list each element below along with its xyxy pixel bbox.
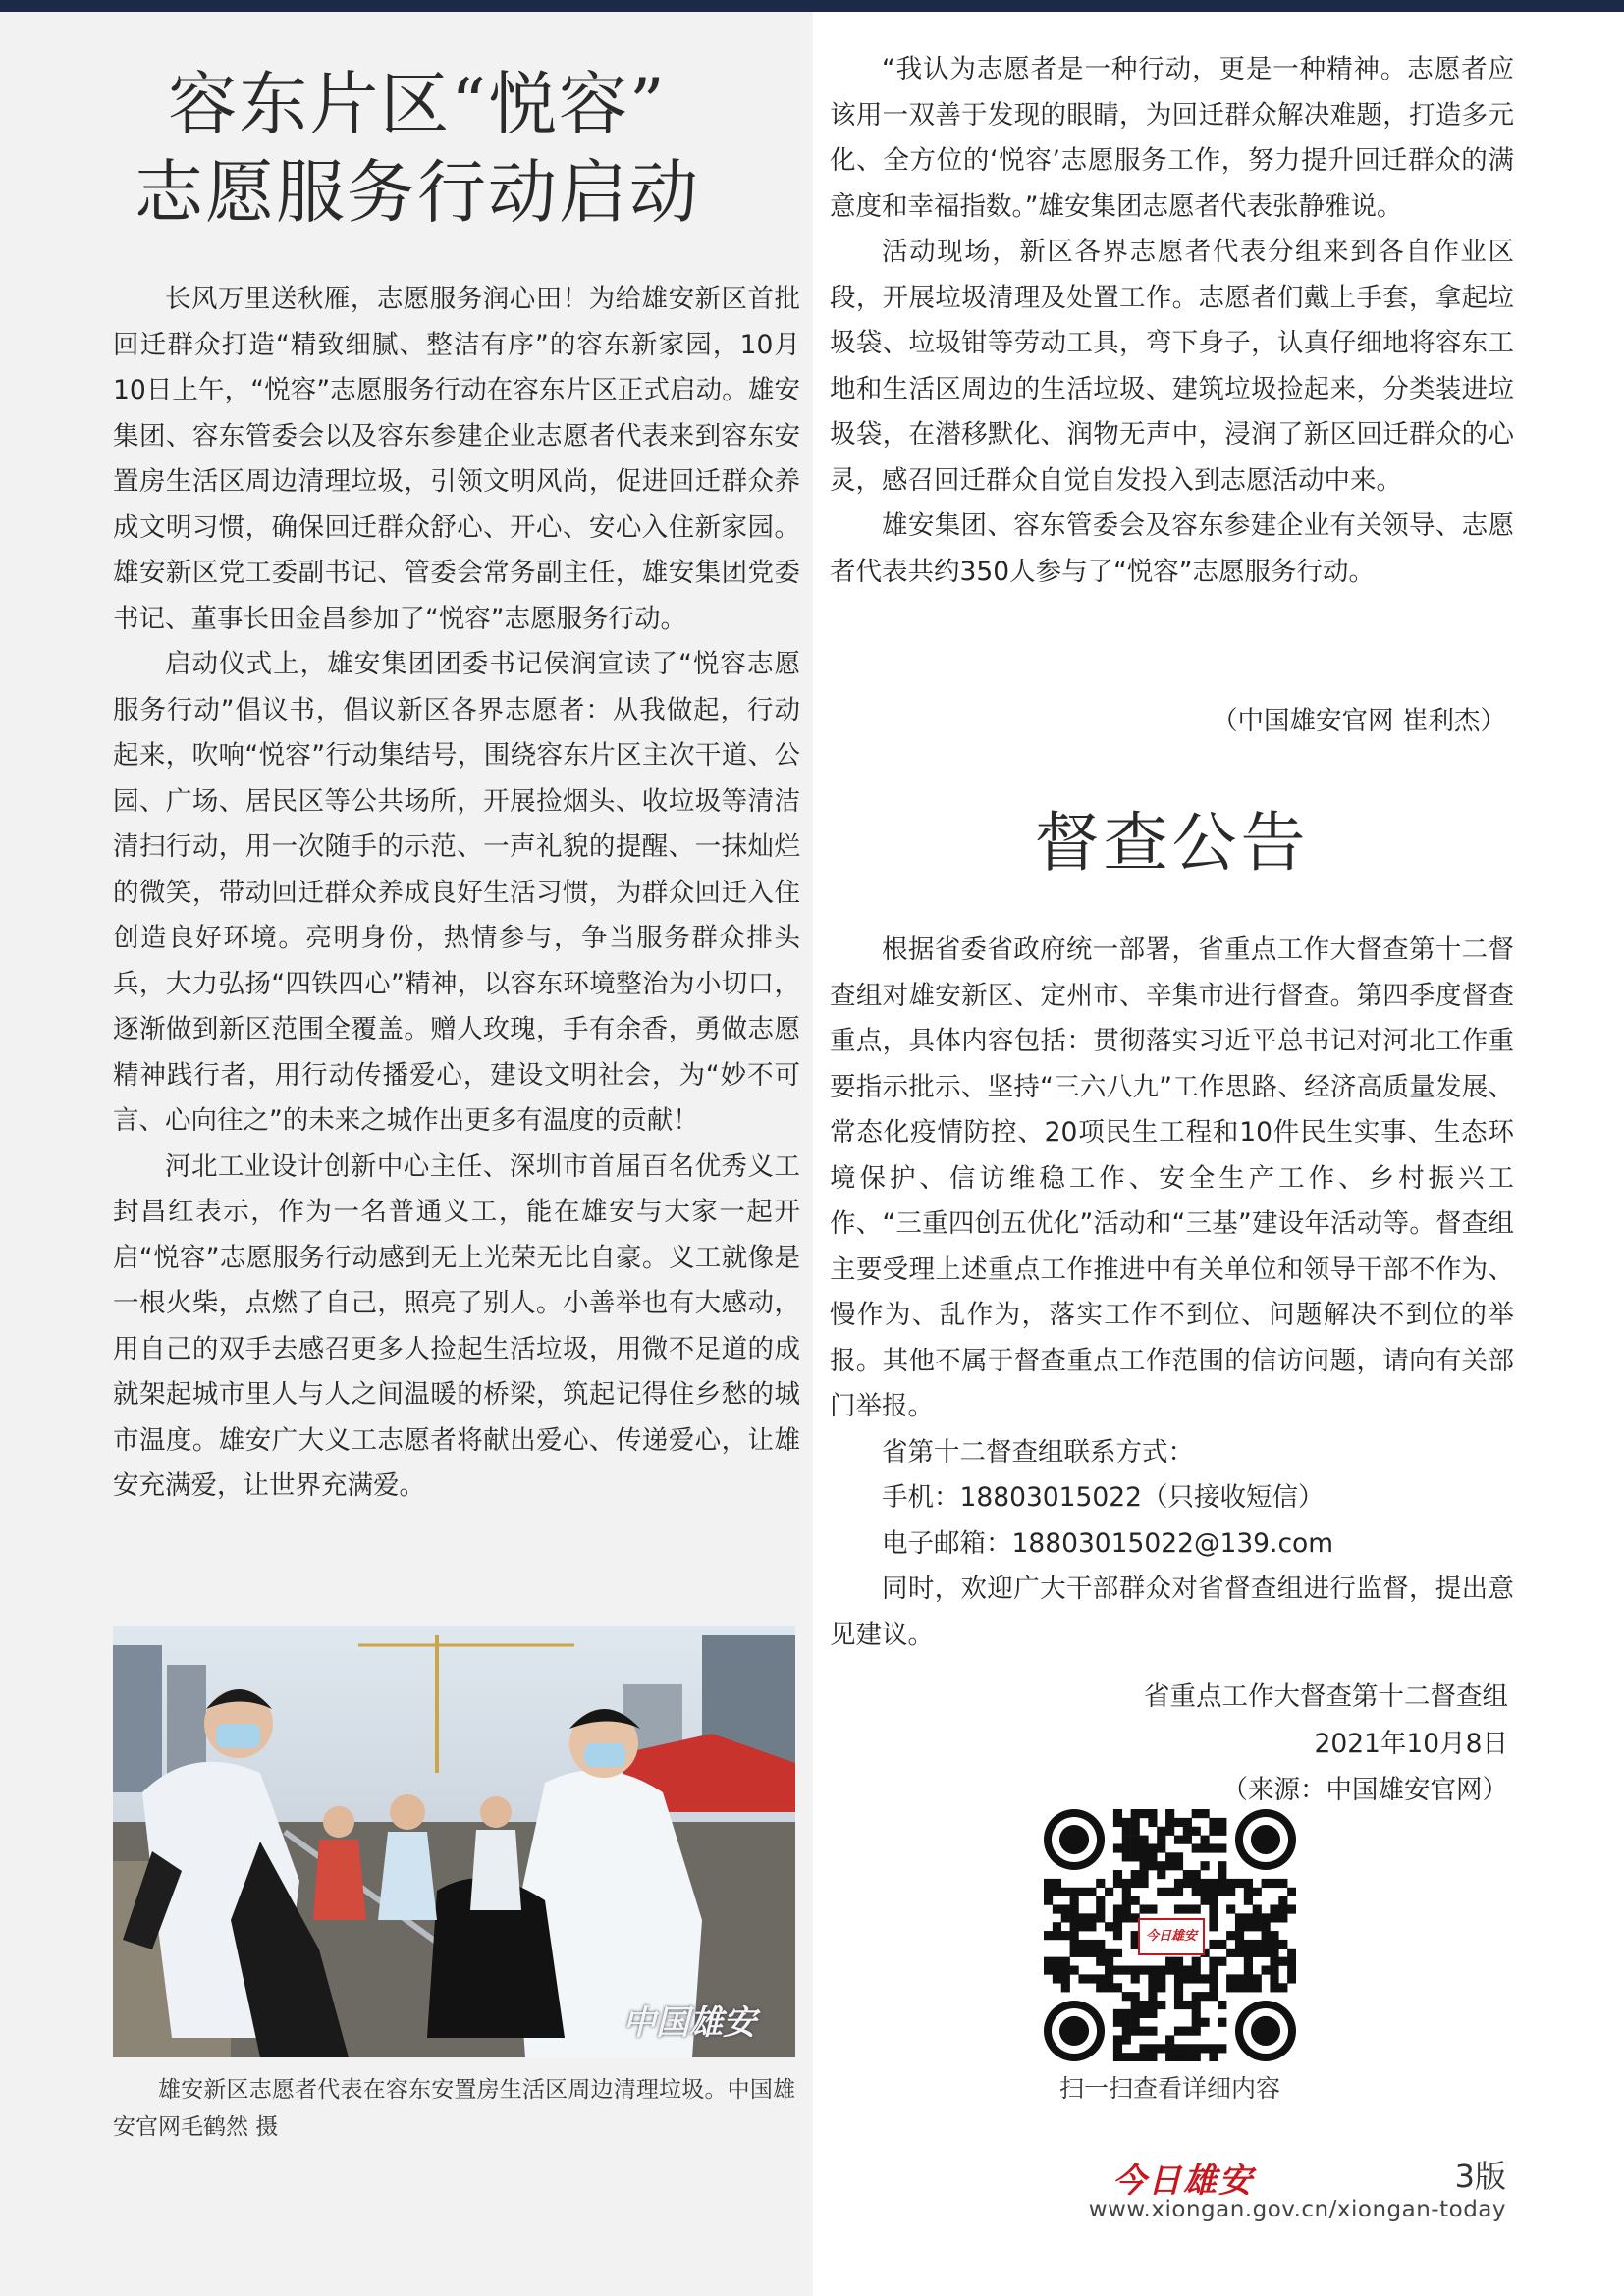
footer-logo: 今日雄安 xyxy=(1112,2162,1254,2201)
article-headline-line2: 志愿服务行动启动 xyxy=(135,152,700,233)
article-paragraph: 河北工业设计创新中心主任、深圳市首届百名优秀义工封昌红表示，作为一名普通义工，能在雄安与大家一起开启“悦容”志愿服务行动感到无上光荣无比自豪。义工就像是一根火柴，点燃了自己，照亮了别人。小善举也有大感动，用自己的双手去感召更多人捡起生活垃圾，用微不足道的成就架起城市里人与人之间温暖的桥梁，筑起记得住乡愁的城市温度。雄安广大义工志愿者将献出爱心、传递爱心，让雄安充满爱，让世界充满爱。 xyxy=(113,1150,800,1501)
article-paragraph: 活动现场，新区各界志愿者代表分组来到各自作业区段，开展垃圾清理及处置工作。志愿者们戴上手套，拿起垃圾袋、垃圾钳等劳动工具，弯下身子，认真仔细地将容东工地和生活区周边的生活垃圾、建筑垃圾捡起来，分类装进垃圾袋，在潜移默化、润物无声中，浸润了新区回迁群众的心灵，感召回迁群众自觉自发投入到志愿活动中来。 xyxy=(830,237,1514,496)
notice-signature: 省重点工作大督查第十二督查组 xyxy=(1144,1682,1508,1712)
article-headline-line1: 容东片区“悦容” xyxy=(168,64,667,144)
article-paragraph: 启动仪式上，雄安集团团委书记侯润宣读了“悦容志愿服务行动”倡议书，倡议新区各界志愿者：从我做起，行动起来，吹响“悦容”行动集结号，围绕容东片区主次干道、公园、广场、居民区等公共场所，开展捡烟头、收垃圾等清洁清扫行动，用一次随手的示范、一声礼貌的提醒、一抹灿烂的微笑，带动回迁群众养成良好生活习惯，为群众回迁入住创造良好环境。亮明身份，热情参与，争当服务群众排头兵，大力弘扬“四铁四心”精神，以容东环境整治为小切口，逐渐做到新区范围全覆盖。赠人玫瑰，手有余香，勇做志愿精神践行者，用行动传播爱心，建设文明社会，为“妙不可言、心向往之”的未来之城作出更多有温度的贡献！ xyxy=(113,649,800,1136)
notice-paragraph: 根据省委省政府统一部署，省重点工作大督查第十二督查组对雄安新区、定州市、辛集市进行督查。第四季度督查重点，具体内容包括：贯彻落实习近平总书记对河北工作重要指示批示、坚持“三六八九”工作思路、经济高质量发展、常态化疫情防控、20项民生工程和10件民生实事、生态环境保护、信访维稳工作、安全生产工作、乡村振兴工作、“三重四创五优化”活动和“三基”建设年活动等。督查组主要受理上述重点工作推进中有关单位和领导干部不作为、慢作为、乱作为，落实工作不到位、问题解决不到位的举报。其他不属于督查重点工作范围的信访问题，请向有关部门举报。 xyxy=(830,934,1514,1421)
article-paragraph: 长风万里送秋雁，志愿服务润心田！为给雄安新区首批回迁群众打造“精致细腻、整洁有序”的容东新家园，10月10日上午，“悦容”志愿服务行动在容东片区正式启动。雄安集团、容东管委会以及容东参建企业志愿者代表来到容东安置房生活区周边清理垃圾，引领文明风尚，促进回迁群众养成文明习惯，确保回迁群众舒心、开心、安心入住新家园。雄安新区党工委副书记、管委会常务副主任，雄安集团党委书记、董事长田金昌参加了“悦容”志愿服务行动。 xyxy=(113,284,800,634)
notice-body xyxy=(830,928,1514,1658)
qr-caption: 扫一扫查看详细内容 xyxy=(1058,2074,1280,2103)
article-paragraph: 雄安集团、容东管委会及容东参建企业有关领导、志愿者代表共约350人参与了“悦容”志愿服务行动。 xyxy=(830,510,1514,587)
qr-center-label: 今日雄安 xyxy=(1138,1918,1205,1955)
article-paragraph: “我认为志愿者是一种行动，更是一种精神。志愿者应该用一双善于发现的眼睛，为回迁群众解决难题，打造多元化、全方位的‘悦容’志愿服务工作，努力提升回迁群众的满意度和幸福指数。”雄安集团志愿者代表张静雅说。 xyxy=(830,54,1514,222)
notice-date: 2021年10月8日 xyxy=(1314,1729,1508,1759)
article-body-right xyxy=(830,47,1514,595)
notice-title: 督查公告 xyxy=(1034,805,1310,881)
page-number: 3版 xyxy=(1454,2158,1506,2195)
volunteer-photo xyxy=(113,1626,795,2057)
footer-url[interactable]: www.xiongan.gov.cn/xiongan-today xyxy=(1088,2197,1506,2222)
qr-code[interactable] xyxy=(1044,1809,1296,2061)
notice-source: （来源：中国雄安官网） xyxy=(1221,1775,1508,1805)
notice-email: 电子邮箱：18803015022@139.com xyxy=(882,1527,1334,1559)
photo-watermark: 中国雄安 xyxy=(623,2003,756,2043)
article-body-left xyxy=(113,277,800,1510)
notice-phone: 手机：18803015022（只接收短信） xyxy=(882,1482,1325,1513)
article-source: （中国雄安官网 崔利杰） xyxy=(1212,706,1506,736)
photo-caption: 雄安新区志愿者代表在容东安置房生活区周边清理垃圾。中国雄安官网毛鹤然 摄 xyxy=(113,2077,795,2140)
notice-paragraph: 同时，欢迎广大干部群众对省督查组进行监督，提出意见建议。 xyxy=(830,1574,1514,1650)
top-bar xyxy=(0,0,1624,12)
notice-contact-heading: 省第十二督查组联系方式： xyxy=(882,1436,1194,1468)
